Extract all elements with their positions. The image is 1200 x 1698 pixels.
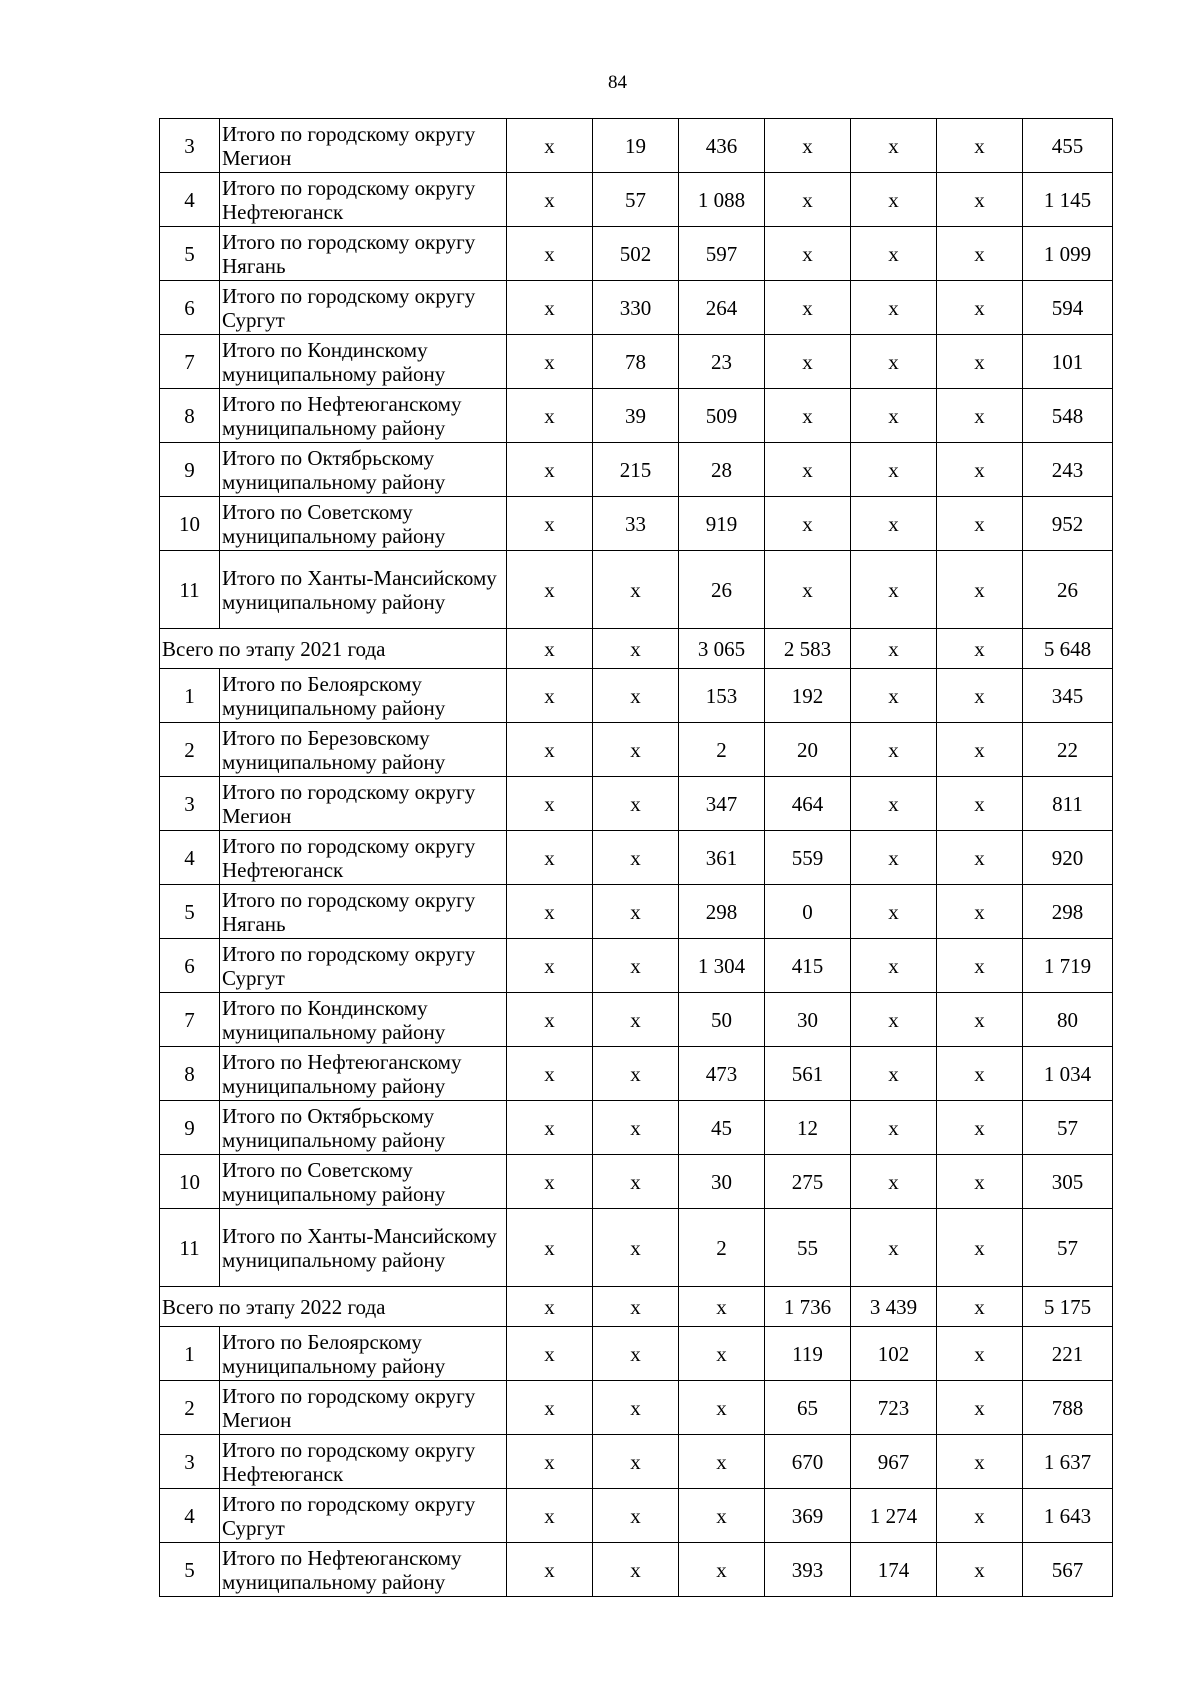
value-cell: х bbox=[507, 335, 593, 389]
value-cell: 20 bbox=[765, 723, 851, 777]
value-cell: х bbox=[765, 227, 851, 281]
row-number: 4 bbox=[160, 1489, 220, 1543]
table-row bbox=[160, 119, 1113, 173]
value-cell: х bbox=[765, 119, 851, 173]
row-total-cell: 1 099 bbox=[1023, 227, 1113, 281]
row-total-cell: 298 bbox=[1023, 885, 1113, 939]
row-total-cell: 548 bbox=[1023, 389, 1113, 443]
municipality-name: Итого по Октябрьскому муниципальному району bbox=[220, 443, 507, 497]
value-cell: 473 bbox=[679, 1047, 765, 1101]
value-cell: х bbox=[507, 1327, 593, 1381]
table-row bbox=[160, 1101, 1113, 1155]
value-cell: х bbox=[593, 1047, 679, 1101]
value-cell: х bbox=[765, 443, 851, 497]
value-cell: х bbox=[851, 723, 937, 777]
row-total-cell: 305 bbox=[1023, 1155, 1113, 1209]
municipality-name: Итого по Ханты-Мансийскому муниципальному району bbox=[220, 1209, 507, 1287]
value-cell: х bbox=[507, 1435, 593, 1489]
value-cell: 78 bbox=[593, 335, 679, 389]
value-cell: 1 304 bbox=[679, 939, 765, 993]
table-row bbox=[160, 1381, 1113, 1435]
value-cell: х bbox=[851, 993, 937, 1047]
row-total-cell: 243 bbox=[1023, 443, 1113, 497]
value-cell: х bbox=[507, 1155, 593, 1209]
municipality-name: Итого по Нефтеюганскому муниципальному району bbox=[220, 389, 507, 443]
row-total-cell: 1 145 bbox=[1023, 173, 1113, 227]
value-cell: х bbox=[679, 1287, 765, 1327]
value-cell: х bbox=[937, 551, 1023, 629]
value-cell: х bbox=[937, 831, 1023, 885]
municipality-name: Итого по Нефтеюганскому муниципальному району bbox=[220, 1543, 507, 1597]
value-cell: х bbox=[937, 443, 1023, 497]
value-cell: х bbox=[851, 1209, 937, 1287]
value-cell: 215 bbox=[593, 443, 679, 497]
value-cell: х bbox=[593, 1287, 679, 1327]
table-row bbox=[160, 551, 1113, 629]
value-cell: 153 bbox=[679, 669, 765, 723]
table-row bbox=[160, 227, 1113, 281]
value-cell: х bbox=[937, 669, 1023, 723]
value-cell: 1 088 bbox=[679, 173, 765, 227]
value-cell: х bbox=[593, 1327, 679, 1381]
value-cell: 597 bbox=[679, 227, 765, 281]
table-row bbox=[160, 281, 1113, 335]
value-cell: 1 736 bbox=[765, 1287, 851, 1327]
value-cell: х bbox=[507, 1543, 593, 1597]
value-cell: х bbox=[851, 831, 937, 885]
row-number: 11 bbox=[160, 551, 220, 629]
value-cell: х bbox=[507, 227, 593, 281]
value-cell: х bbox=[765, 551, 851, 629]
value-cell: 12 bbox=[765, 1101, 851, 1155]
value-cell: х bbox=[507, 1287, 593, 1327]
value-cell: 298 bbox=[679, 885, 765, 939]
value-cell: 19 bbox=[593, 119, 679, 173]
value-cell: х bbox=[507, 777, 593, 831]
row-total-cell: 811 bbox=[1023, 777, 1113, 831]
table-row bbox=[160, 723, 1113, 777]
table-row bbox=[160, 993, 1113, 1047]
value-cell: 436 bbox=[679, 119, 765, 173]
value-cell: х bbox=[507, 885, 593, 939]
row-number: 7 bbox=[160, 993, 220, 1047]
value-cell: 275 bbox=[765, 1155, 851, 1209]
value-cell: х bbox=[851, 669, 937, 723]
value-cell: х bbox=[851, 497, 937, 551]
value-cell: 502 bbox=[593, 227, 679, 281]
data-table bbox=[159, 118, 1113, 1597]
row-number: 2 bbox=[160, 1381, 220, 1435]
value-cell: х bbox=[937, 885, 1023, 939]
value-cell: х bbox=[507, 1381, 593, 1435]
value-cell: х bbox=[851, 551, 937, 629]
row-number: 9 bbox=[160, 443, 220, 497]
value-cell: х bbox=[593, 723, 679, 777]
value-cell: х bbox=[937, 335, 1023, 389]
value-cell: х bbox=[937, 173, 1023, 227]
value-cell: 30 bbox=[765, 993, 851, 1047]
table-row bbox=[160, 1543, 1113, 1597]
value-cell: х bbox=[937, 281, 1023, 335]
municipality-name: Итого по городскому округу Нефтеюганск bbox=[220, 831, 507, 885]
value-cell: х bbox=[679, 1435, 765, 1489]
value-cell: х bbox=[851, 389, 937, 443]
municipality-name: Итого по Кондинскому муниципальному району bbox=[220, 993, 507, 1047]
municipality-name: Итого по городскому округу Мегион bbox=[220, 1381, 507, 1435]
value-cell: 264 bbox=[679, 281, 765, 335]
table-row bbox=[160, 389, 1113, 443]
value-cell: 464 bbox=[765, 777, 851, 831]
row-number: 11 bbox=[160, 1209, 220, 1287]
table-row bbox=[160, 1209, 1113, 1287]
value-cell: 55 bbox=[765, 1209, 851, 1287]
row-total-cell: 101 bbox=[1023, 335, 1113, 389]
value-cell: х bbox=[851, 335, 937, 389]
value-cell: х bbox=[507, 1209, 593, 1287]
value-cell: х bbox=[593, 669, 679, 723]
row-number: 1 bbox=[160, 1327, 220, 1381]
value-cell: х bbox=[507, 389, 593, 443]
value-cell: х bbox=[851, 227, 937, 281]
value-cell: 723 bbox=[851, 1381, 937, 1435]
value-cell: х bbox=[937, 629, 1023, 669]
value-cell: х bbox=[851, 443, 937, 497]
row-total-cell: 567 bbox=[1023, 1543, 1113, 1597]
value-cell: х bbox=[679, 1381, 765, 1435]
value-cell: х bbox=[937, 389, 1023, 443]
value-cell: х bbox=[507, 497, 593, 551]
value-cell: х bbox=[593, 1381, 679, 1435]
value-cell: 174 bbox=[851, 1543, 937, 1597]
row-number: 2 bbox=[160, 723, 220, 777]
value-cell: х bbox=[765, 173, 851, 227]
value-cell: х bbox=[593, 831, 679, 885]
municipality-name: Итого по городскому округу Мегион bbox=[220, 777, 507, 831]
table-row bbox=[160, 939, 1113, 993]
value-cell: 0 bbox=[765, 885, 851, 939]
value-cell: х bbox=[679, 1543, 765, 1597]
value-cell: х bbox=[937, 1435, 1023, 1489]
value-cell: х bbox=[507, 669, 593, 723]
row-number: 10 bbox=[160, 1155, 220, 1209]
value-cell: 26 bbox=[679, 551, 765, 629]
row-total-cell: 788 bbox=[1023, 1381, 1113, 1435]
municipality-name: Итого по Советскому муниципальному району bbox=[220, 497, 507, 551]
value-cell: х bbox=[507, 939, 593, 993]
value-cell: 39 bbox=[593, 389, 679, 443]
value-cell: х bbox=[937, 993, 1023, 1047]
value-cell: 393 bbox=[765, 1543, 851, 1597]
municipality-name: Итого по городскому округу Мегион bbox=[220, 119, 507, 173]
value-cell: х bbox=[851, 1101, 937, 1155]
value-cell: х bbox=[507, 281, 593, 335]
value-cell: 2 583 bbox=[765, 629, 851, 669]
value-cell: 119 bbox=[765, 1327, 851, 1381]
row-number: 6 bbox=[160, 939, 220, 993]
row-total-cell: 57 bbox=[1023, 1209, 1113, 1287]
value-cell: х bbox=[937, 1543, 1023, 1597]
value-cell: 33 bbox=[593, 497, 679, 551]
value-cell: х bbox=[851, 885, 937, 939]
value-cell: х bbox=[593, 1489, 679, 1543]
municipality-name: Итого по Ханты-Мансийскому муниципальному району bbox=[220, 551, 507, 629]
value-cell: 561 bbox=[765, 1047, 851, 1101]
value-cell: 28 bbox=[679, 443, 765, 497]
value-cell: х bbox=[507, 119, 593, 173]
value-cell: 369 bbox=[765, 1489, 851, 1543]
row-number: 3 bbox=[160, 777, 220, 831]
value-cell: х bbox=[507, 723, 593, 777]
value-cell: х bbox=[851, 281, 937, 335]
row-total-cell: 455 bbox=[1023, 119, 1113, 173]
value-cell: х bbox=[507, 1489, 593, 1543]
value-cell: х bbox=[507, 831, 593, 885]
table-row bbox=[160, 831, 1113, 885]
row-number: 5 bbox=[160, 885, 220, 939]
row-total-cell: 80 bbox=[1023, 993, 1113, 1047]
value-cell: х bbox=[851, 629, 937, 669]
municipality-name: Итого по Советскому муниципальному району bbox=[220, 1155, 507, 1209]
row-total-cell: 1 643 bbox=[1023, 1489, 1113, 1543]
page-number: 84 bbox=[608, 72, 627, 93]
municipality-name: Итого по Октябрьскому муниципальному району bbox=[220, 1101, 507, 1155]
row-number: 7 bbox=[160, 335, 220, 389]
table-row bbox=[160, 335, 1113, 389]
value-cell: х bbox=[937, 1101, 1023, 1155]
value-cell: х bbox=[593, 1435, 679, 1489]
value-cell: х bbox=[937, 1381, 1023, 1435]
value-cell: х bbox=[937, 227, 1023, 281]
table-row bbox=[160, 443, 1113, 497]
stage-total-label: Всего по этапу 2021 года bbox=[160, 629, 507, 669]
row-number: 1 bbox=[160, 669, 220, 723]
stage-total-row bbox=[160, 629, 1113, 669]
municipality-name: Итого по Кондинскому муниципальному району bbox=[220, 335, 507, 389]
table-row bbox=[160, 497, 1113, 551]
municipality-name: Итого по Березовскому муниципальному району bbox=[220, 723, 507, 777]
row-total-cell: 594 bbox=[1023, 281, 1113, 335]
row-total-cell: 26 bbox=[1023, 551, 1113, 629]
value-cell: х bbox=[507, 629, 593, 669]
value-cell: х bbox=[765, 497, 851, 551]
value-cell: х bbox=[593, 629, 679, 669]
value-cell: х bbox=[937, 1209, 1023, 1287]
value-cell: 2 bbox=[679, 1209, 765, 1287]
municipality-name: Итого по городскому округу Сургут bbox=[220, 281, 507, 335]
value-cell: 102 bbox=[851, 1327, 937, 1381]
value-cell: 23 bbox=[679, 335, 765, 389]
value-cell: 509 bbox=[679, 389, 765, 443]
value-cell: х bbox=[851, 777, 937, 831]
row-number: 8 bbox=[160, 389, 220, 443]
table-row bbox=[160, 1435, 1113, 1489]
row-total-cell: 1 719 bbox=[1023, 939, 1113, 993]
row-number: 5 bbox=[160, 1543, 220, 1597]
row-total-cell: 57 bbox=[1023, 1101, 1113, 1155]
row-number: 5 bbox=[160, 227, 220, 281]
value-cell: 919 bbox=[679, 497, 765, 551]
municipality-name: Итого по Нефтеюганскому муниципальному району bbox=[220, 1047, 507, 1101]
value-cell: х bbox=[593, 939, 679, 993]
value-cell: х bbox=[593, 1543, 679, 1597]
value-cell: х bbox=[593, 1101, 679, 1155]
row-number: 4 bbox=[160, 831, 220, 885]
value-cell: 670 bbox=[765, 1435, 851, 1489]
value-cell: х bbox=[507, 1047, 593, 1101]
row-total-cell: 1 637 bbox=[1023, 1435, 1113, 1489]
row-number: 10 bbox=[160, 497, 220, 551]
value-cell: х bbox=[507, 993, 593, 1047]
value-cell: 361 bbox=[679, 831, 765, 885]
value-cell: 347 bbox=[679, 777, 765, 831]
value-cell: 45 bbox=[679, 1101, 765, 1155]
value-cell: 3 065 bbox=[679, 629, 765, 669]
value-cell: х bbox=[937, 777, 1023, 831]
value-cell: х bbox=[937, 1047, 1023, 1101]
value-cell: х bbox=[937, 1327, 1023, 1381]
municipality-name: Итого по городскому округу Сургут bbox=[220, 1489, 507, 1543]
municipality-name: Итого по Белоярскому муниципальному району bbox=[220, 669, 507, 723]
value-cell: 57 bbox=[593, 173, 679, 227]
municipality-name: Итого по городскому округу Нефтеюганск bbox=[220, 1435, 507, 1489]
value-cell: х bbox=[851, 119, 937, 173]
row-total-cell: 1 034 bbox=[1023, 1047, 1113, 1101]
value-cell: х bbox=[937, 723, 1023, 777]
value-cell: х bbox=[765, 389, 851, 443]
table-row bbox=[160, 1489, 1113, 1543]
value-cell: х bbox=[851, 173, 937, 227]
table-row bbox=[160, 173, 1113, 227]
row-total-cell: 5 175 bbox=[1023, 1287, 1113, 1327]
municipality-name: Итого по городскому округу Сургут bbox=[220, 939, 507, 993]
value-cell: х bbox=[507, 443, 593, 497]
value-cell: 3 439 bbox=[851, 1287, 937, 1327]
value-cell: х bbox=[851, 1047, 937, 1101]
value-cell: х bbox=[507, 173, 593, 227]
value-cell: х bbox=[507, 1101, 593, 1155]
value-cell: х bbox=[593, 551, 679, 629]
row-total-cell: 5 648 bbox=[1023, 629, 1113, 669]
value-cell: 559 bbox=[765, 831, 851, 885]
table-row bbox=[160, 1047, 1113, 1101]
value-cell: х bbox=[593, 777, 679, 831]
value-cell: 2 bbox=[679, 723, 765, 777]
row-total-cell: 22 bbox=[1023, 723, 1113, 777]
table-row bbox=[160, 669, 1113, 723]
value-cell: х bbox=[593, 1209, 679, 1287]
stage-total-row bbox=[160, 1287, 1113, 1327]
value-cell: х bbox=[937, 497, 1023, 551]
value-cell: 415 bbox=[765, 939, 851, 993]
value-cell: х bbox=[937, 119, 1023, 173]
table-row bbox=[160, 1327, 1113, 1381]
municipality-name: Итого по Белоярскому муниципальному району bbox=[220, 1327, 507, 1381]
value-cell: х bbox=[937, 1489, 1023, 1543]
value-cell: х bbox=[593, 1155, 679, 1209]
table-body bbox=[160, 119, 1113, 1597]
value-cell: х bbox=[765, 281, 851, 335]
value-cell: х bbox=[851, 1155, 937, 1209]
value-cell: 50 bbox=[679, 993, 765, 1047]
row-number: 3 bbox=[160, 119, 220, 173]
row-number: 9 bbox=[160, 1101, 220, 1155]
table-row bbox=[160, 1155, 1113, 1209]
table-row bbox=[160, 885, 1113, 939]
value-cell: х bbox=[507, 551, 593, 629]
row-number: 8 bbox=[160, 1047, 220, 1101]
value-cell: х bbox=[593, 885, 679, 939]
value-cell: х bbox=[851, 939, 937, 993]
value-cell: х bbox=[937, 1155, 1023, 1209]
value-cell: 65 bbox=[765, 1381, 851, 1435]
row-number: 4 bbox=[160, 173, 220, 227]
value-cell: 967 bbox=[851, 1435, 937, 1489]
value-cell: х bbox=[765, 335, 851, 389]
table-row bbox=[160, 777, 1113, 831]
value-cell: 192 bbox=[765, 669, 851, 723]
value-cell: х bbox=[593, 993, 679, 1047]
municipality-name: Итого по городскому округу Нягань bbox=[220, 227, 507, 281]
municipality-name: Итого по городскому округу Нефтеюганск bbox=[220, 173, 507, 227]
row-total-cell: 221 bbox=[1023, 1327, 1113, 1381]
value-cell: 30 bbox=[679, 1155, 765, 1209]
value-cell: х bbox=[937, 1287, 1023, 1327]
value-cell: 1 274 bbox=[851, 1489, 937, 1543]
stage-total-label: Всего по этапу 2022 года bbox=[160, 1287, 507, 1327]
row-number: 6 bbox=[160, 281, 220, 335]
row-total-cell: 345 bbox=[1023, 669, 1113, 723]
value-cell: х bbox=[679, 1489, 765, 1543]
value-cell: х bbox=[937, 939, 1023, 993]
value-cell: х bbox=[679, 1327, 765, 1381]
value-cell: 330 bbox=[593, 281, 679, 335]
row-total-cell: 952 bbox=[1023, 497, 1113, 551]
row-number: 3 bbox=[160, 1435, 220, 1489]
row-total-cell: 920 bbox=[1023, 831, 1113, 885]
municipality-name: Итого по городскому округу Нягань bbox=[220, 885, 507, 939]
